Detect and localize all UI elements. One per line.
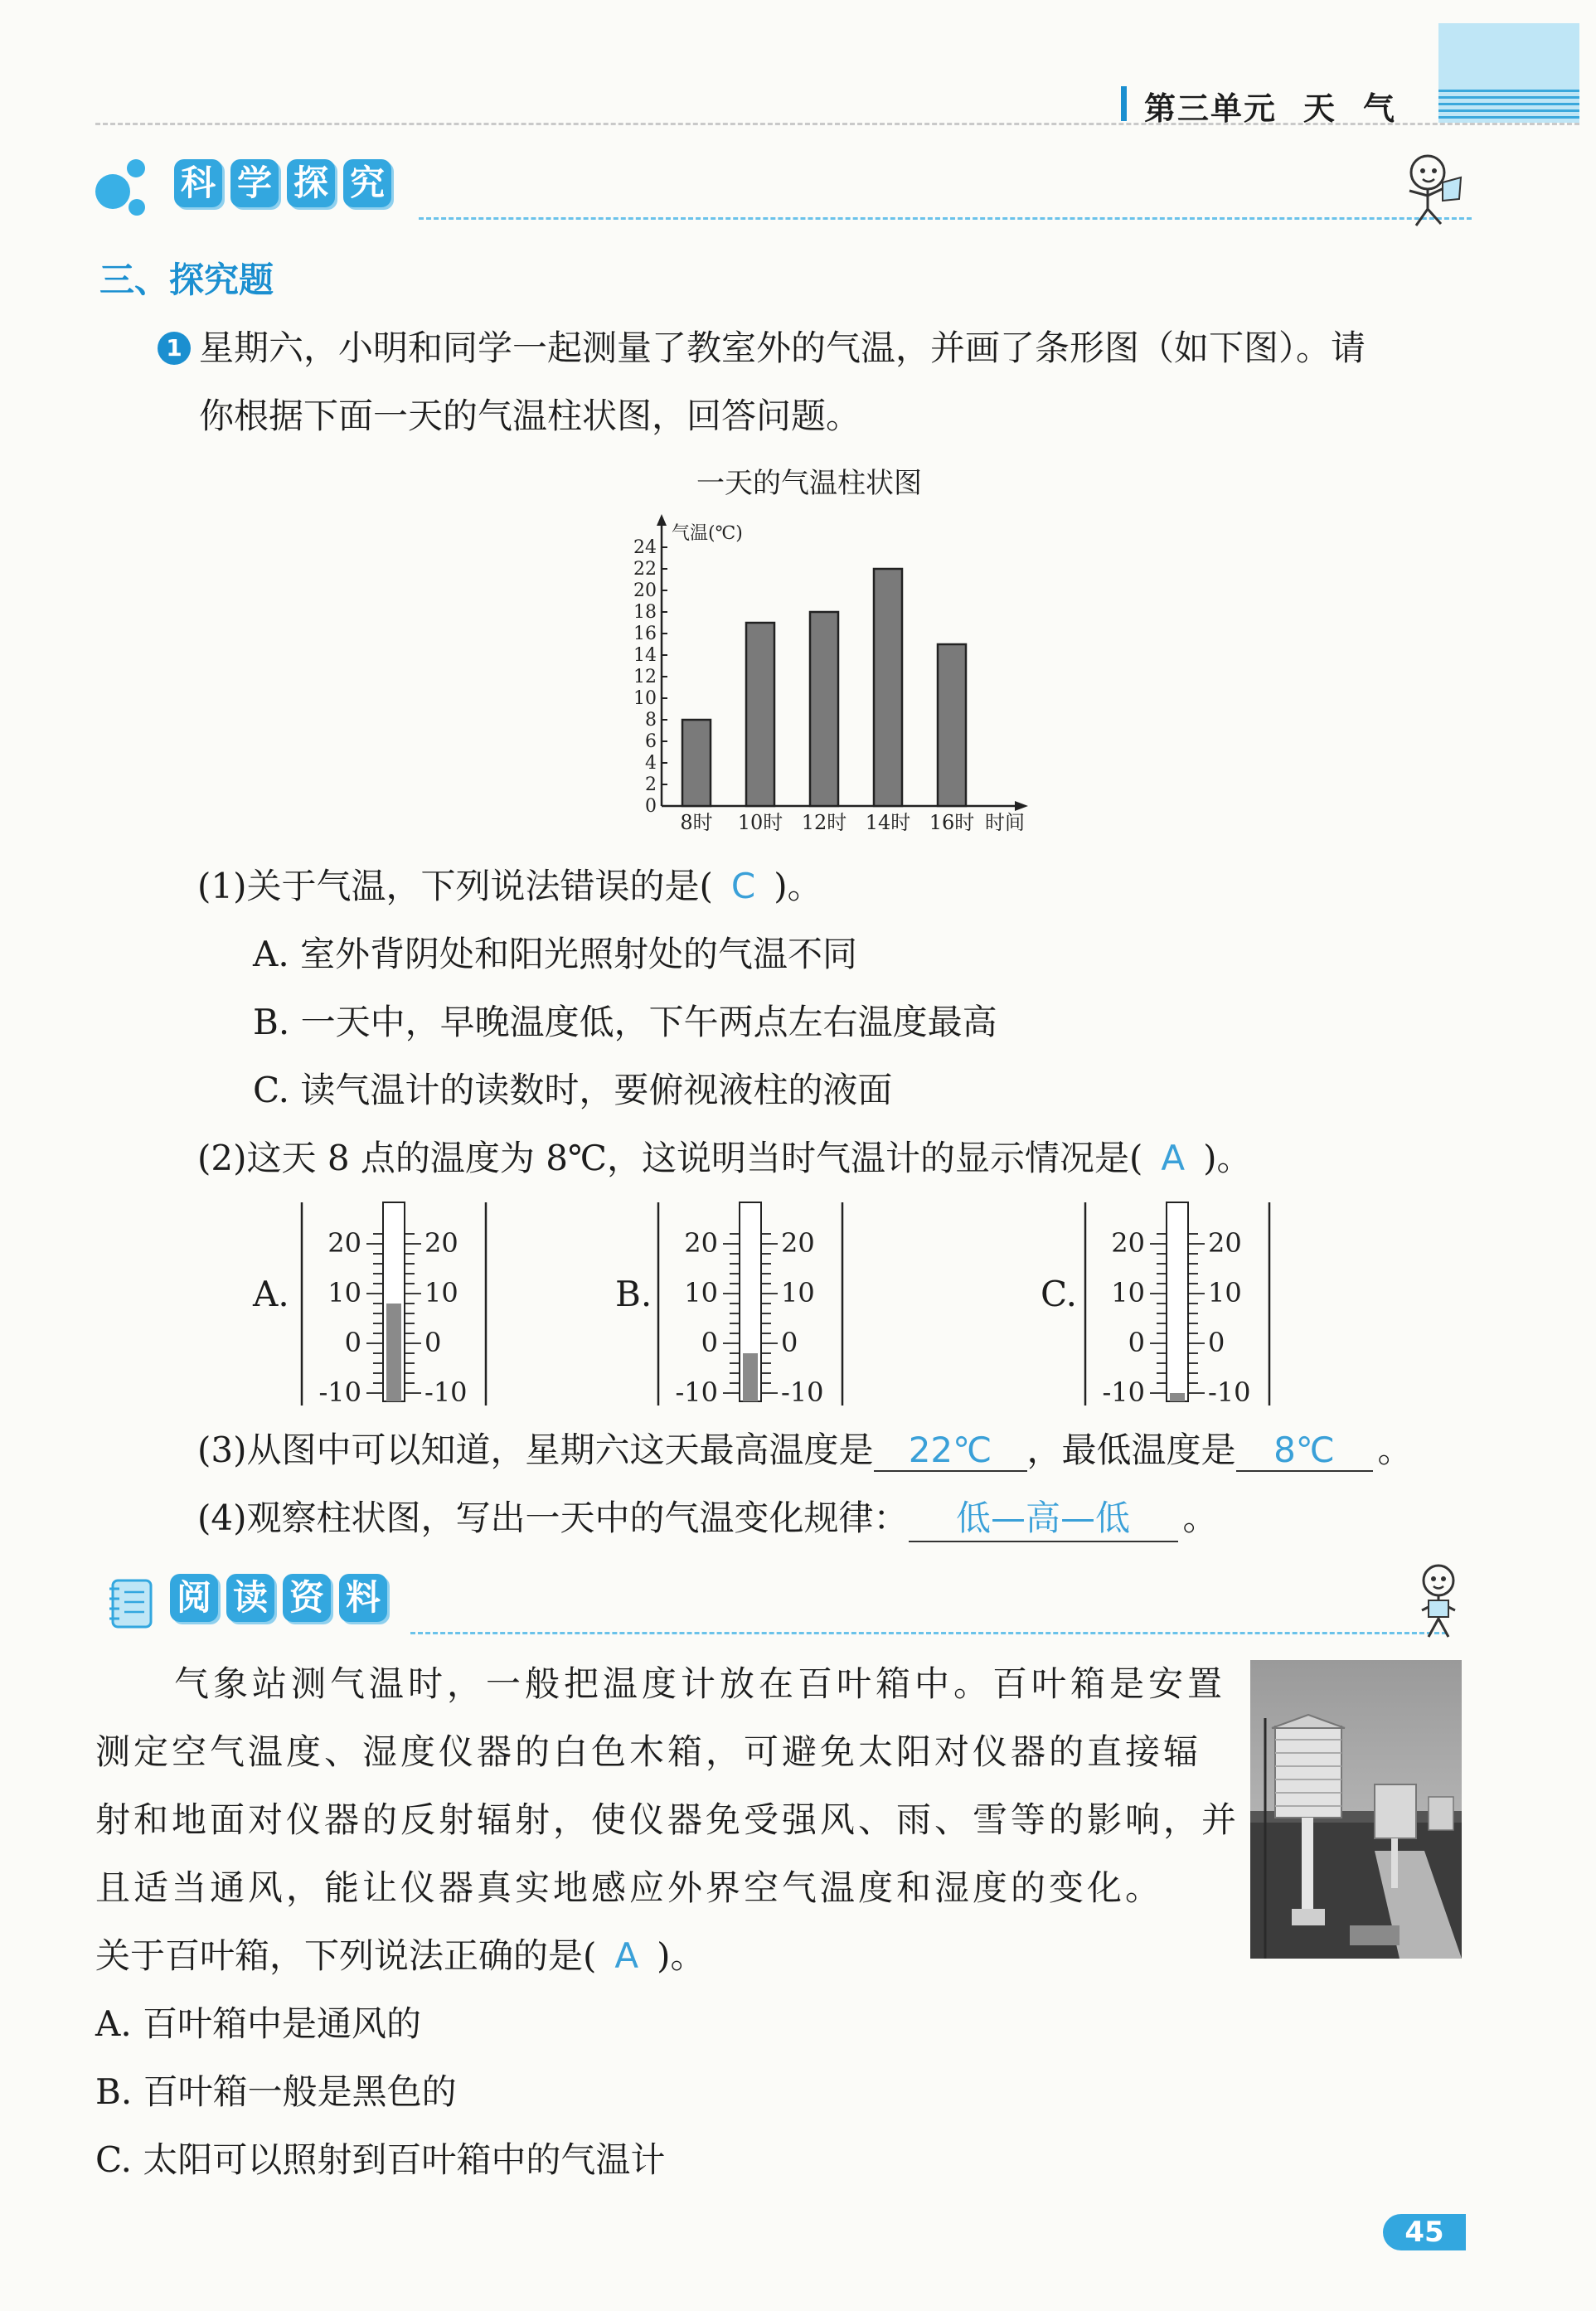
reading-option-b: B. 百叶箱一般是黑色的 — [95, 2071, 457, 2112]
scale-label-right: -10 — [424, 1376, 468, 1406]
scale-label-right: 0 — [424, 1327, 442, 1358]
unit-label: 第三单元 — [1144, 90, 1278, 127]
reading-line-3: 射和地面对仪器的反射辐射，使仪器免受强风、雨、雪等的影响，并 — [95, 1799, 1240, 1840]
scale-label-right: 10 — [1208, 1277, 1242, 1308]
scale-label-right: -10 — [781, 1376, 824, 1406]
sub-question-4-suffix: 。 — [1182, 1498, 1218, 1538]
running-header — [1144, 83, 1396, 129]
bubble-icon — [127, 159, 145, 177]
y-axis-arrow — [657, 514, 667, 526]
sub-question-1 — [197, 859, 822, 909]
sub-question-1-answer: C — [730, 866, 756, 906]
sub-question-2-suffix: )。 — [1203, 1138, 1252, 1178]
banner-tile: 读 — [226, 1574, 274, 1622]
y-axis-label: 气温(℃) — [672, 523, 743, 544]
thermometer-tube — [1167, 1202, 1188, 1401]
x-tick-label: 14时 — [865, 811, 911, 834]
sub-question-3 — [197, 1423, 1413, 1473]
reading-question-text: 关于百叶箱，下列说法正确的是( — [95, 1935, 597, 1976]
page-number: 45 — [1383, 2214, 1466, 2250]
scale-label-left: -10 — [318, 1376, 361, 1406]
sub-question-3-middle: ，最低温度是 — [1026, 1430, 1236, 1470]
question-stem-line-1: 星期六，小明和同学一起测量了教室外的气温，并画了条形图（如下图）。请 — [199, 328, 1366, 368]
reading-line-1: 气象站测气温时，一般把温度计放在百叶箱中。百叶箱是安置 — [174, 1663, 1227, 1704]
scale-label-right: 10 — [781, 1277, 815, 1308]
scale-label-left: 0 — [701, 1327, 718, 1358]
banner-dashed-line — [419, 217, 1472, 220]
sub-question-4-text: (4)观察柱状图，写出一天中的气温变化规律： — [197, 1498, 909, 1538]
reading-option-c: C. 太阳可以照射到百叶箱中的气温计 — [95, 2139, 666, 2180]
scale-label-right: 20 — [1208, 1227, 1242, 1259]
y-tick-label: 4 — [645, 753, 657, 774]
y-tick-label: 10 — [633, 688, 657, 709]
scale-label-left: 0 — [1128, 1327, 1145, 1358]
option-1a: A. 室外背阴处和阳光照射处的气温不同 — [253, 934, 858, 974]
y-tick-label: 0 — [645, 796, 657, 817]
banner-tile: 科 — [174, 159, 222, 207]
sub-question-2-answer: A — [1161, 1138, 1186, 1178]
highest-temperature-answer: 22℃ — [874, 1430, 1027, 1472]
mascot-icon — [1401, 1559, 1476, 1642]
y-tick-label: 8 — [645, 710, 657, 731]
x-tick-label: 8时 — [680, 811, 713, 834]
reading-question-suffix: )。 — [657, 1935, 706, 1976]
reading-option-a: A. 百叶箱中是通风的 — [95, 2003, 422, 2044]
temperature-pattern-answer: 低—高—低 — [909, 1491, 1178, 1542]
scale-label-left: 20 — [1111, 1227, 1145, 1259]
header-stripes — [1438, 90, 1579, 123]
scale-label-right: 20 — [424, 1227, 458, 1259]
scale-label-left: 20 — [684, 1227, 718, 1259]
sub-question-4 — [197, 1491, 1218, 1542]
x-tick-label: 12时 — [801, 811, 847, 834]
chart-title: 一天的气温柱状图 — [696, 467, 922, 500]
y-tick-label: 12 — [633, 667, 657, 687]
sub-question-3-text: (3)从图中可以知道，星期六这天最高温度是 — [197, 1430, 874, 1470]
y-tick-label: 24 — [633, 537, 657, 558]
scale-label-left: 10 — [684, 1277, 718, 1308]
banner-tile: 资 — [283, 1574, 331, 1622]
banner-tile: 阅 — [170, 1574, 218, 1622]
section-heading: 三、探究题 — [99, 260, 274, 300]
bar-8时 — [682, 720, 711, 806]
y-tick-label: 20 — [633, 580, 657, 601]
scale-label-right: 0 — [1208, 1327, 1225, 1358]
banner-tile: 料 — [339, 1574, 387, 1622]
thermometer-b-label: B. — [615, 1274, 652, 1314]
weather-station-photo — [1250, 1660, 1462, 1959]
reading-question — [95, 1929, 706, 1978]
thermometer-a-label: A. — [253, 1274, 289, 1314]
y-tick-label: 18 — [633, 602, 657, 623]
thermometer-c — [1082, 1198, 1273, 1406]
scale-label-left: -10 — [675, 1376, 718, 1406]
lowest-temperature-answer: 8℃ — [1236, 1430, 1373, 1472]
x-tick-label: 16时 — [929, 811, 975, 834]
temperature-bar-chart — [605, 514, 1036, 842]
sub-question-3-suffix: 。 — [1377, 1430, 1413, 1470]
scale-label-right: 20 — [781, 1227, 815, 1259]
scale-label-left: 0 — [344, 1327, 361, 1358]
sub-question-1-text: (1)关于气温，下列说法错误的是( — [197, 866, 713, 906]
x-tick-label: 10时 — [737, 811, 783, 834]
thermometer-b — [655, 1198, 846, 1406]
scale-label-right: -10 — [1208, 1376, 1251, 1406]
y-tick-label: 6 — [645, 731, 657, 752]
scale-label-left: 20 — [327, 1227, 361, 1259]
sub-question-1-suffix: )。 — [774, 866, 822, 906]
thermometer-c-label: C. — [1041, 1274, 1077, 1314]
x-axis-arrow — [1015, 801, 1028, 811]
bubble-icon — [129, 199, 145, 216]
option-1c: C. 读气温计的读数时，要俯视液柱的液面 — [253, 1070, 893, 1110]
section-banner-science — [95, 159, 1476, 217]
question-stem-line-2: 你根据下面一天的气温柱状图，回答问题。 — [199, 396, 861, 436]
thermometer-a — [298, 1198, 489, 1406]
y-tick-label: 22 — [633, 559, 657, 580]
scale-label-right: 0 — [781, 1327, 798, 1358]
y-tick-label: 2 — [645, 774, 657, 795]
bar-12时 — [810, 612, 838, 806]
question-number-badge: 1 — [158, 332, 191, 365]
unit-word-1: 天 — [1303, 90, 1337, 127]
scale-label-right: 10 — [424, 1277, 458, 1308]
liquid-column — [743, 1353, 758, 1401]
reading-line-2: 测定空气温度、湿度仪器的白色木箱，可避免太阳对仪器的直接辐 — [95, 1731, 1202, 1772]
reading-question-answer: A — [614, 1935, 639, 1976]
y-tick-label: 16 — [633, 624, 657, 644]
sub-question-2-text: (2)这天 8 点的温度为 8℃，这说明当时气温计的显示情况是( — [197, 1138, 1143, 1178]
liquid-column — [386, 1304, 401, 1401]
sub-question-2 — [197, 1131, 1251, 1181]
scale-label-left: 10 — [1111, 1277, 1145, 1308]
scale-label-left: -10 — [1102, 1376, 1145, 1406]
banner-tile: 探 — [287, 159, 335, 207]
banner-tile: 究 — [343, 159, 391, 207]
scale-label-left: 10 — [327, 1277, 361, 1308]
x-axis-label: 时间 — [985, 811, 1025, 834]
unit-word-2: 气 — [1363, 90, 1397, 127]
header-bar — [1121, 86, 1127, 121]
banner-tile: 学 — [230, 159, 279, 207]
liquid-column — [1170, 1393, 1185, 1401]
banner-dashed-line — [410, 1632, 1447, 1634]
option-1b: B. 一天中，早晚温度低，下午两点左右温度最高 — [253, 1002, 997, 1042]
notebook-icon — [108, 1577, 156, 1630]
section-banner-reading — [108, 1574, 1476, 1632]
reading-line-4: 且适当通风，能让仪器真实地感应外界空气温度和湿度的变化。 — [95, 1867, 1164, 1908]
mascot-icon — [1393, 149, 1476, 232]
y-tick-label: 14 — [633, 645, 657, 666]
bar-10时 — [746, 623, 774, 806]
bubble-icon — [95, 174, 130, 209]
bar-16时 — [938, 644, 966, 806]
bar-14时 — [874, 569, 902, 806]
